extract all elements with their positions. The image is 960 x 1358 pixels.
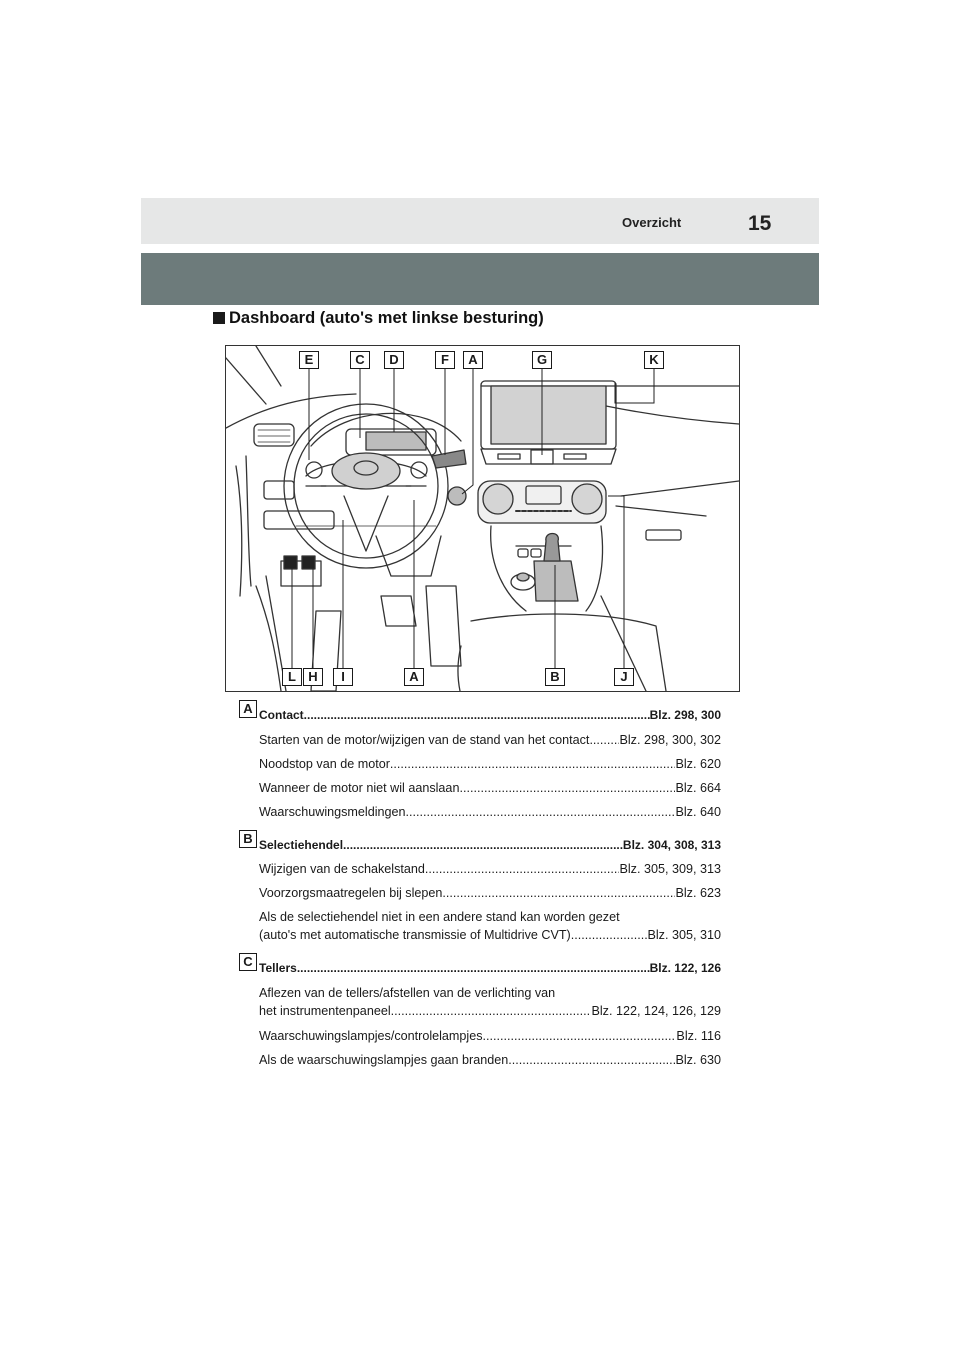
callout-K: K xyxy=(644,351,664,369)
callout-C: C xyxy=(350,351,370,369)
callout-D: D xyxy=(384,351,404,369)
callout-A-bottom: A xyxy=(404,668,424,686)
callout-H: H xyxy=(303,668,323,686)
callout-I: I xyxy=(333,668,353,686)
index-entry: Waarschuwingslampjes/controlelampjes ..... Blz. 116 xyxy=(259,1028,721,1044)
callout-E: E xyxy=(299,351,319,369)
callout-L: L xyxy=(282,668,302,686)
index-entry: Noodstop van de motor ..... Blz. 620 xyxy=(259,756,721,772)
index-entry: Waarschuwingsmeldingen ..... Blz. 640 xyxy=(259,804,721,820)
index-entry: Wanneer de motor niet wil aanslaan ..... Blz. 664 xyxy=(259,780,721,796)
section-name: Overzicht xyxy=(622,215,682,230)
index-entry: Starten van de motor/wijzigen van de stand van het contact ..... Blz. 298, 300, 302 xyxy=(259,732,721,748)
index-entry: Wijzigen van de schakelstand ..... Blz. 305, 309, 313 xyxy=(259,861,721,877)
index-entry-main: Selectiehendel ..... Blz. 304, 308, 313 xyxy=(259,837,721,853)
index-entry-line1: Als de selectiehendel niet in een andere stand kan worden gezet xyxy=(259,910,620,924)
index-entry: (auto's met automatische transmissie of Multidrive CVT) ..... Blz. 305, 310 xyxy=(259,927,721,943)
section-title: Dashboard (auto's met linkse besturing) xyxy=(213,309,544,328)
section-label-C: C xyxy=(239,953,257,971)
index-entry: Voorzorgsmaatregelen bij slepen ..... Blz. 623 xyxy=(259,885,721,901)
section-label-A: A xyxy=(239,700,257,718)
section-label-B: B xyxy=(239,830,257,848)
callout-G: G xyxy=(532,351,552,369)
callout-B: B xyxy=(545,668,565,686)
index-entry-main: Contact ..... Blz. 298, 300 xyxy=(259,707,721,723)
index-entry: Als de waarschuwingslampjes gaan branden ..... Blz. 630 xyxy=(259,1052,721,1068)
callout-A-top: A xyxy=(463,351,483,369)
index-entry-line1: Aflezen van de tellers/afstellen van de verlichting van xyxy=(259,986,556,1000)
page-number: 15 xyxy=(748,212,772,235)
callout-F: F xyxy=(435,351,455,369)
index-entry: het instrumentenpaneel ..... Blz. 122, 124, 126, 129 xyxy=(259,1003,721,1019)
index-entry-main: Tellers ..... Blz. 122, 126 xyxy=(259,960,721,976)
callout-J: J xyxy=(614,668,634,686)
